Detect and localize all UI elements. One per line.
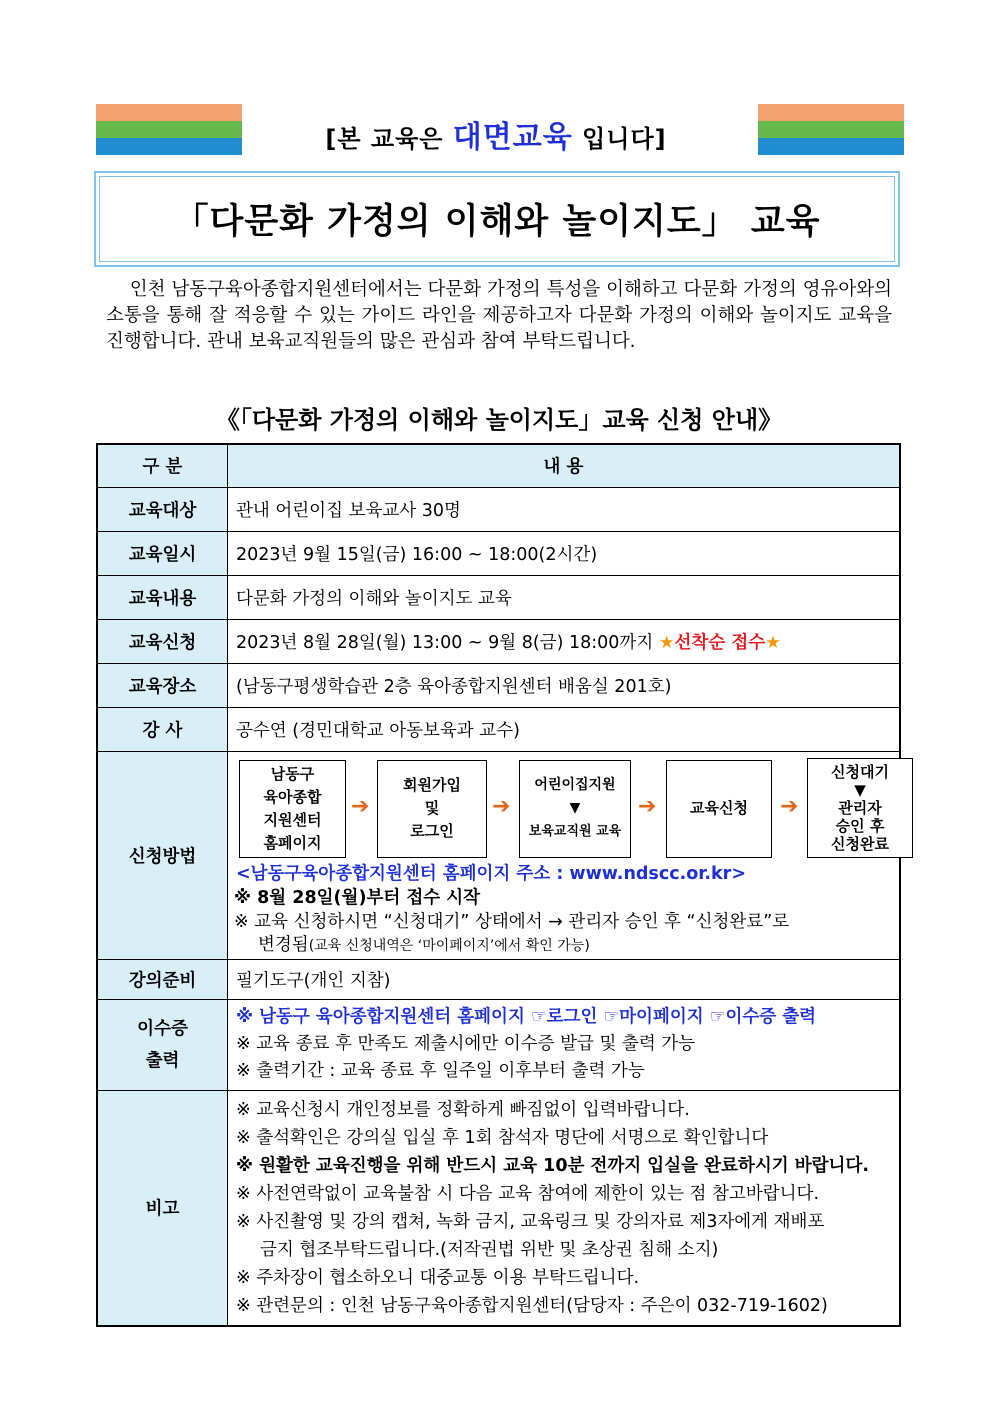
apply-label: 교육신청: [97, 619, 228, 663]
table-row: [97, 707, 900, 751]
header-label: 구 분: [97, 444, 228, 487]
datetime-label: 교육일시: [97, 531, 228, 575]
section-subtitle: 《「다문화 가정의 이해와 놀이지도」교육 신청 안내》: [215, 406, 783, 434]
certificate-condition-note: ※ 교육 종료 후 만족도 제출시에만 이수증 발급 및 출력 가능: [236, 1034, 696, 1054]
content-label: 교육내용: [97, 575, 228, 619]
first-come-note: 선착순 접수: [674, 632, 766, 653]
certificate-path-note: ※ 남동구 육아종합지원센터 홈페이지 ☞로그인 ☞마이페이지 ☞이수증 출력: [236, 1007, 817, 1027]
application-flow: [234, 758, 893, 862]
remark-item: ※ 원활한 교육진행을 위해 반드시 교육 10분 전까지 입실을 완료하시기 바랍니다.: [236, 1155, 869, 1176]
intro-text: 인천 남동구육아종합지원센터에서는 다문화 가정의 특성을 이해하고 다문화 가정의 영유아와의 소통을 통해 잘 적응할 수 있는 가이드 라인을 제공하고자 다문화 가정의 이해와 놀이지도 교육을 진행합니다. 관내 보육교직원들의 많은 관심과 참여 부탁드립니다.: [106, 279, 892, 352]
target-label: 교육대상: [97, 487, 228, 531]
flow-step-signup: [377, 760, 487, 858]
table-header-row: [97, 444, 900, 487]
table-row: [97, 1090, 900, 1326]
down-arrow-icon: ▼: [569, 800, 581, 816]
banner-suffix: 입니다]: [582, 125, 667, 153]
certificate-label: [97, 999, 228, 1090]
header-content: 내 용: [228, 444, 901, 487]
flow-step-apply: [666, 760, 772, 858]
flow-text: 교육신청: [690, 799, 748, 817]
lecturer-value: 공수연 (경민대학교 아동보육과 교수): [228, 707, 901, 751]
table-row: [97, 619, 900, 663]
flow-text: 신청대기: [831, 762, 889, 781]
certificate-period-note: ※ 출력기간 : 교육 종료 후 일주일 이후부터 출력 가능: [236, 1061, 645, 1081]
flow-text: 지원센터: [263, 810, 322, 829]
table-row: [97, 575, 900, 619]
document-title: 「다문화 가정의 이해와 놀이지도」 교육: [99, 176, 895, 262]
content-value: 다문화 가정의 이해와 놀이지도 교육: [228, 575, 901, 619]
flow-text: 회원가입: [403, 776, 461, 794]
banner-prefix: [본 교육은: [325, 125, 444, 153]
flow-step-approval: [807, 758, 913, 858]
flow-text: 어린이집지원: [534, 777, 616, 793]
face-to-face-banner: [260, 112, 732, 156]
prep-label: 강의준비: [97, 959, 228, 999]
status-note-cont: [234, 934, 893, 957]
certificate-label-2: 출력: [145, 1050, 180, 1071]
star-icon: ★: [658, 632, 675, 653]
flow-text: 관리자: [838, 798, 882, 817]
remark-item: ※ 주차장이 협소하오니 대중교통 이용 부탁드립니다.: [236, 1267, 640, 1288]
method-cell: [228, 751, 901, 959]
method-label: 신청방법: [97, 751, 228, 959]
arrow-icon: ➔: [351, 793, 370, 819]
remarks-cell: [228, 1090, 901, 1326]
certificate-label-1: 이수증: [137, 1018, 188, 1039]
prep-value: 필기도구(개인 지참): [228, 959, 901, 999]
table-row: [97, 751, 900, 959]
apply-value: 2023년 8월 28일(월) 13:00 ~ 9월 8(금) 18:00까지: [236, 632, 654, 653]
place-value: (남동구평생학습관 2층 육아종합지원센터 배움실 201호): [228, 663, 901, 707]
flow-step-homepage: [239, 760, 346, 858]
status-note-cont-text: 변경됨: [258, 934, 309, 955]
flow-text: 및: [424, 799, 440, 817]
table-row: [97, 999, 900, 1090]
remark-item: ※ 출석확인은 강의실 입실 후 1회 참석자 명단에 서명으로 확인합니다: [236, 1127, 769, 1148]
arrow-icon: ➔: [638, 793, 657, 819]
flow-step-daycare-support: [519, 760, 631, 858]
remark-item: ※ 관련문의 : 인천 남동구육아종합지원센터(담당자 : 주은이 032-719-1602): [236, 1295, 828, 1316]
down-arrow-icon: ▼: [854, 780, 866, 799]
datetime-value: 2023년 9월 15일(금) 16:00 ~ 18:00(2시간): [228, 531, 901, 575]
intro-paragraph: [106, 277, 892, 355]
application-start-note: ※ 8월 28일(월)부터 접수 시작: [234, 887, 481, 908]
flow-text: 육아종합: [263, 787, 322, 806]
apply-cell: [228, 619, 901, 663]
arrow-icon: ➔: [492, 793, 511, 819]
remark-item: ※ 사진촬영 및 강의 캡쳐, 녹화 금지, 교육링크 및 강의자료 제3자에게 재배포: [236, 1211, 825, 1232]
flow-text: 승인 후: [835, 816, 885, 835]
flow-text: 보육교직원 교육: [528, 824, 622, 839]
flow-text: 로그인: [410, 822, 454, 840]
mypage-note: (교육 신청내역은 ‘마이페이지’에서 확인 가능): [308, 937, 590, 954]
table-row: [97, 531, 900, 575]
info-table: [96, 443, 901, 1327]
table-row: [97, 487, 900, 531]
decorative-stripes-right: [758, 104, 904, 155]
status-note: ※ 교육 신청하시면 “신청대기” 상태에서 → 관리자 승인 후 “신청완료”로: [234, 911, 790, 932]
homepage-url-link[interactable]: <남동구육아종합지원센터 홈페이지 주소 : www.ndscc.or.kr>: [236, 863, 746, 884]
remark-item: ※ 사전연락없이 교육불참 시 다음 교육 참여에 제한이 있는 점 참고바랍니다.: [236, 1183, 820, 1204]
banner-highlight: 대면교육: [452, 120, 573, 155]
remark-item: ※ 교육신청시 개인정보를 정확하게 빠짐없이 입력바랍니다.: [236, 1099, 690, 1120]
flow-text: 남동구: [270, 764, 315, 783]
certificate-cell: [228, 999, 901, 1090]
table-row: [97, 959, 900, 999]
remarks-label: 비고: [97, 1090, 228, 1326]
title-box: [94, 171, 900, 267]
lecturer-label: 강 사: [97, 707, 228, 751]
flow-text: 홈페이지: [263, 833, 322, 852]
decorative-stripes-left: [96, 104, 242, 155]
target-value: 관내 어린이집 보육교사 30명: [228, 487, 901, 531]
flow-text: 신청완료: [831, 834, 889, 853]
arrow-icon: ➔: [780, 793, 799, 819]
table-row: [97, 663, 900, 707]
remark-item: 금지 협조부탁드립니다.(저작권법 위반 및 초상권 침해 소지): [260, 1239, 719, 1260]
place-label: 교육장소: [97, 663, 228, 707]
star-icon: ★: [765, 632, 781, 653]
